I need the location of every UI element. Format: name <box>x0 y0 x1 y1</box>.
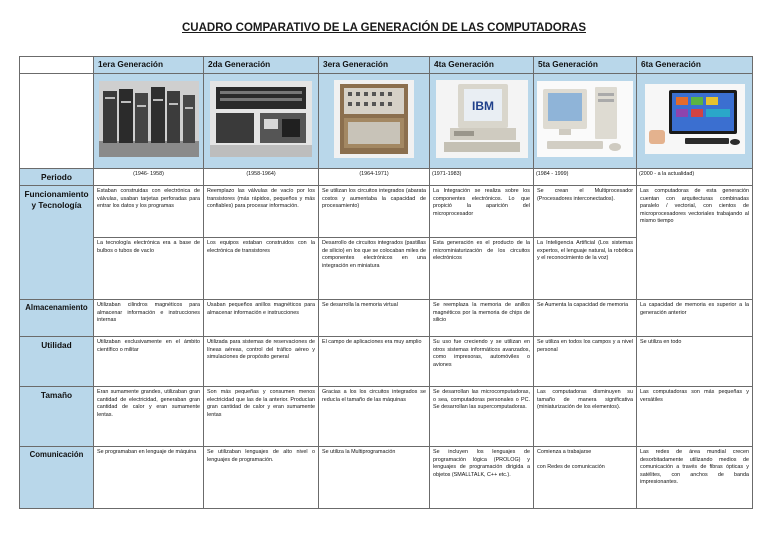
image-cell-gen-3 <box>319 74 430 169</box>
image-cell-gen-5 <box>534 74 637 169</box>
row-label-tamano: Tamaño <box>20 387 94 447</box>
periodo-gen-5: (1984 - 1999) <box>534 169 637 186</box>
header-gen-2: 2da Generación <box>204 57 319 74</box>
header-gen-4: 4ta Generación <box>430 57 534 74</box>
utilidad-gen-5: Se utiliza en todos los campos y a nivel personal <box>534 337 637 387</box>
tamano-gen-2: Son más pequeñas y consumen menos electricidad que las de la anterior. Producían gran cantidad de calor y eran sumamente lentas <box>204 387 319 447</box>
almacenamiento-gen-3: Se desarrolla la memoria virtual <box>319 300 430 337</box>
utilidad-gen-2: Utilizada para sistemas de reservaciones de líneas aéreas, control del tráfico aéreo y simulaciones de propósito general <box>204 337 319 387</box>
utilidad-gen-4: Su uso fue creciendo y se utilizan en otros sistemas informáticos avanzados, como impresoras, automóviles o aviones <box>430 337 534 387</box>
desktop-pc-image <box>537 81 633 157</box>
periodo-gen-6: (2000 - a la actualidad) <box>637 169 753 186</box>
image-cell-gen-2 <box>204 74 319 169</box>
header-gen-1: 1era Generación <box>94 57 204 74</box>
funcionamiento-a-gen-5: Se crean el Multiprocesador (Procesadores interconectados). <box>534 186 637 238</box>
almacenamiento-gen-6: La capacidad de memoria es superior a la generación anterior <box>637 300 753 337</box>
tamano-gen-5: Las computadoras disminuyen su tamaño de manera significativa (miniaturización de los elementos). <box>534 387 637 447</box>
row-almacenamiento <box>20 300 753 337</box>
funcionamiento-a-gen-1: Estaban construidas con electrónica de válvulas, usaban tarjetas perforadas para entrar los datos y los programas <box>94 186 204 238</box>
funcionamiento-a-gen-4: La Integración se realiza sobre los componentes electrónicos. Lo que propició la aparición del microprocesador <box>430 186 534 238</box>
header-gen-5: 5ta Generación <box>534 57 637 74</box>
periodo-gen-2: (1958-1964) <box>204 169 319 186</box>
header-gen-6: 6ta Generación <box>637 57 753 74</box>
almacenamiento-gen-2: Usaban pequeños anillos magnéticos para almacenar información e instrucciones <box>204 300 319 337</box>
ibm-pc-image <box>436 80 528 158</box>
image-cell-gen-4 <box>430 74 534 169</box>
comunicacion-gen-6: Las redes de área mundial crecen desorbitadamente utilizando medios de comunicación a través de fibras ópticas y satélites, con anchos de banda impresionantes. <box>637 447 753 509</box>
funcionamiento-b-gen-2: Los equipos estaban construidos con la electrónica de transistores <box>204 238 319 300</box>
utilidad-gen-1: Utilizaban exclusivamente en el ámbito científico o militar <box>94 337 204 387</box>
comunicacion-gen-3: Se utiliza la Multiprogramación <box>319 447 430 509</box>
row-label-almacenamiento: Almacenamiento <box>20 300 94 337</box>
periodo-gen-3: (1964-1971) <box>319 169 430 186</box>
utilidad-gen-6: Se utiliza en todo <box>637 337 753 387</box>
row-periodo <box>20 169 753 186</box>
header-row <box>20 57 753 74</box>
comunicacion-gen-2: Se utilizaban lenguajes de alto nivel o lenguajes de programación. <box>204 447 319 509</box>
row-label-comunicacion: Comunicación <box>20 447 94 509</box>
row-label-funcionamiento: Funcionamiento y Tecnología <box>20 186 94 300</box>
tamano-gen-1: Eran sumamente grandes, utilizaban gran cantidad de electricidad, generaban gran cantidad de calor y eran sumamente lentas. <box>94 387 204 447</box>
periodo-gen-1: (1946- 1958) <box>94 169 204 186</box>
header-gen-3: 3era Generación <box>319 57 430 74</box>
almacenamiento-gen-4: Se reemplaza la memoria de anillos magnéticos por la memoria de chips de silicio <box>430 300 534 337</box>
comunicacion-gen-5: Comienza a trabajarse con Redes de comunicación <box>534 447 637 509</box>
row-comunicacion <box>20 447 753 509</box>
comunicacion-gen-4: Se incluyen los lenguajes de programación lógica (PROLOG) y lenguajes de programación dirigida a objetos (SMALLTALK, C++ etc.). <box>430 447 534 509</box>
row-funcionamiento-a <box>20 186 753 238</box>
utilidad-gen-3: El campo de aplicaciones era muy amplio <box>319 337 430 387</box>
image-cell-gen-6 <box>637 74 753 169</box>
almacenamiento-gen-5: Se Aumenta la capacidad de memoria <box>534 300 637 337</box>
periodo-gen-4: (1971-1983) <box>430 169 534 186</box>
funcionamiento-gen-6: Las computadoras de esta generación cuentan con arquitecturas combinadas paralelo / vectorial, con cientos de microprocesadores vectoriales trabajando al mismo tiempo <box>637 186 753 300</box>
transistor-computer-image <box>210 81 312 157</box>
almacenamiento-gen-1: Utilizaban cilindros magnéticos para almacenar información e instrucciones internas <box>94 300 204 337</box>
corner-cell-images <box>20 74 94 169</box>
page-title: CUADRO COMPARATIVO DE LA GENERACIÓN DE LAS COMPUTADORAS <box>182 22 586 34</box>
image-row <box>20 74 753 169</box>
funcionamiento-b-gen-4: Esta generación es el producto de la microminiaturización de los circuitos electrónicos <box>430 238 534 300</box>
image-cell-gen-1 <box>94 74 204 169</box>
row-label-periodo: Periodo <box>20 169 94 186</box>
comunicacion-gen-1: Se programaban en lenguaje de máquina <box>94 447 204 509</box>
row-tamano <box>20 387 753 447</box>
funcionamiento-b-gen-1: La tecnología electrónica era a base de bulbos o tubos de vacío <box>94 238 204 300</box>
tamano-gen-6: Las computadoras son más pequeñas y versátiles <box>637 387 753 447</box>
row-label-utilidad: Utilidad <box>20 337 94 387</box>
funcionamiento-a-gen-3: Se utilizan los circuitos integrados (abarata costos y aumentaba la capacidad de procesamiento) <box>319 186 430 238</box>
funcionamiento-b-gen-3: Desarrollo de circuitos integrados (pastillas de silicio) en los que se colocaban miles de componentes electrónicos en una integración en miniatura <box>319 238 430 300</box>
integrated-circuit-computer-image <box>334 80 414 158</box>
touchscreen-pc-image <box>645 84 745 154</box>
row-utilidad <box>20 337 753 387</box>
comparison-table <box>19 56 753 509</box>
funcionamiento-b-gen-5: La Inteligencia Artificial (Los sistemas expertos, el lenguaje natural, la robótica y el reconocimiento de la voz) <box>534 238 637 300</box>
funcionamiento-a-gen-2: Reemplazo las válvulas de vacío por los transistores (más rápidos, pequeños y más confiables) para procesar información. <box>204 186 319 238</box>
tamano-gen-3: Gracias a los los circuitos integrados se reducía el tamaño de las máquinas <box>319 387 430 447</box>
tamano-gen-4: Se desarrollan las microcomputadoras, o sea, computadoras personales o PC. Se desarrollan las supercomputadoras. <box>430 387 534 447</box>
vacuum-tube-computer-image <box>99 81 199 157</box>
corner-cell <box>20 57 94 74</box>
ibm-logo: IBM <box>471 99 494 114</box>
